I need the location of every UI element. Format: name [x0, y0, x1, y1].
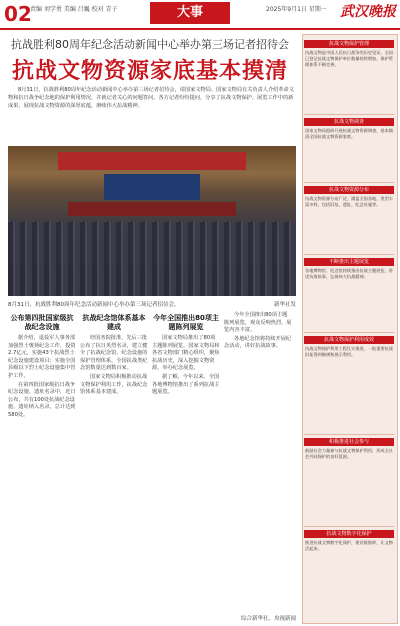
sidebar-section-title: 抗战文物资源分布 — [304, 186, 394, 194]
section-tab: 大事 — [150, 2, 230, 24]
page-number: 02 — [4, 2, 32, 26]
sidebar-divider — [304, 114, 394, 115]
sidebar-divider — [304, 526, 394, 527]
sidebar-divider — [304, 254, 394, 255]
sidebar-section-text: 鼓励社会力量参与抗战文物保护利用，形成全社会共同保护的良好氛围。 — [305, 448, 393, 459]
sidebar-section-title: 抗战文物保护利用成效 — [304, 336, 394, 344]
sidebar-section-text: 各地博物馆、纪念馆持续推出抗战主题展览，讲述抗战故事，弘扬伟大抗战精神。 — [305, 268, 393, 279]
column-paragraph: 在第四批国家级抗日战争纪念设施、遗址名录中，近日公布，共有100处抗战纪念设施、遗址纳入名录，总计达到580处。 — [8, 381, 76, 418]
photo-credit: 新华社发 — [273, 302, 296, 308]
sidebar-section-title: 抗战文物保护管理 — [304, 40, 394, 48]
column-paragraph: 据了解，今年以来，全国各地博物馆推出了系列抗战主题展览。 — [152, 373, 220, 396]
column-paragraph: 经国务院批准，先后三批公布了抗日英烈名录，建立健全了抗战纪念馆、纪念设施的保护管理体系，全国抗战类纪念馆数量达到数百家。 — [80, 335, 148, 372]
sidebar-divider — [304, 434, 394, 435]
sidebar-section-title: 抗战文物调查 — [304, 118, 394, 126]
sidebar-section-title: 积极推进社会参与 — [304, 438, 394, 446]
page-header — [0, 0, 400, 30]
photo-audience — [8, 222, 296, 296]
column-paragraph: 国家文物局积极推动抗战文物保护利用工作，抗战纪念馆体系基本建成。 — [80, 373, 148, 396]
editors-credit: 责编 刘学勇 美编 吕巍 校对 青子 — [30, 6, 118, 13]
sidebar-section-text: 国家文物局组织开展抗战文物资源调查，基本摸清全国抗战文物资源家底。 — [305, 128, 393, 139]
sidebar-section-title: 不断推出主题展览 — [304, 258, 394, 266]
sidebar-section-text: 抗战文物资源分布广泛，涵盖全国各地，类型丰富多样，包括旧址、遗址、纪念设施等。 — [305, 196, 393, 207]
column-paragraph: 各地纪念馆将持续开展纪念活动，讲好抗战故事。 — [224, 335, 292, 350]
photo-screen — [104, 174, 200, 200]
photo-banner — [58, 152, 246, 170]
article-headline: 抗战文物资源家底基本摸清 — [11, 58, 288, 84]
article-column — [224, 312, 292, 352]
column-heading: 公布第四批国家级抗战纪念设施 — [10, 314, 74, 331]
article-column — [152, 312, 220, 398]
photo-stage — [68, 202, 236, 216]
sidebar-section-text: 抗战文物是中国人民抗日战争的历史见证，全国已登记抗战文物保护单位数量持续增加，保护管理体系不断完善。 — [305, 50, 393, 67]
article-column — [8, 312, 76, 421]
sidebar-section-title: 抗战文物数字化保护 — [304, 530, 394, 538]
article-lead: 8月31日，抗战胜利80周年纪念活动新闻中心举办第三场记者招待会，请国家文物局、国家文物局有关负责人介绍革命文物和抗日战争纪念地的保护利用情况，并就记者关心的问题答问。各方记者纷纷提问，分享了抗战文物保护、展览工作中的新成果，展现抗战文物资源的深厚底蕴，赓续伟大抗战精神。 — [8, 87, 294, 109]
sidebar-divider — [304, 332, 394, 333]
article-column — [80, 312, 148, 398]
issue-date: 2025年9月1日 星期一 — [266, 6, 327, 13]
masthead-logo: 武汉晚报 — [340, 4, 396, 20]
column-paragraph: 国家文物局推出了80项主题陈列展览，国家文物局和各省文物部门精心组织，聚焦抗战历史，深入挖掘文物资源，举办纪念展览。 — [152, 335, 220, 372]
column-heading: 抗战纪念馆体系基本建成 — [82, 314, 146, 331]
sidebar-section-text: 抗战文物保护利用工程扎实推进，一批重要抗战旧址得到修缮和展示利用。 — [305, 346, 393, 357]
sidebar-section-text: 推进抗战文物数字化保护，建设数据库，让文物活起来。 — [305, 540, 393, 551]
column-paragraph: 据介绍，退役军人事务部加强烈士褒扬纪念工作，投资2.7亿元，实施43个抗战烈士纪念设施建设项目；实施全国县级以下烈士纪念设施集中管护工作。 — [8, 335, 76, 379]
column-paragraph: 今年全国推出80项主题陈列展览，观众反响热烈，展览内容丰富。 — [224, 312, 292, 334]
article-footer-credit: 综合新华社、央视新闻 — [240, 616, 296, 622]
article-subtitle: 抗战胜利80周年纪念活动新闻中心举办第三场记者招待会 — [11, 38, 289, 51]
press-conference-photo — [8, 146, 296, 296]
sidebar-divider — [304, 182, 394, 183]
column-heading: 今年全国推出80项主题陈列展览 — [153, 314, 219, 331]
photo-caption: 8月31日，抗战胜利80周年纪念活动新闻中心举办第三场记者招待会。 — [8, 302, 180, 308]
